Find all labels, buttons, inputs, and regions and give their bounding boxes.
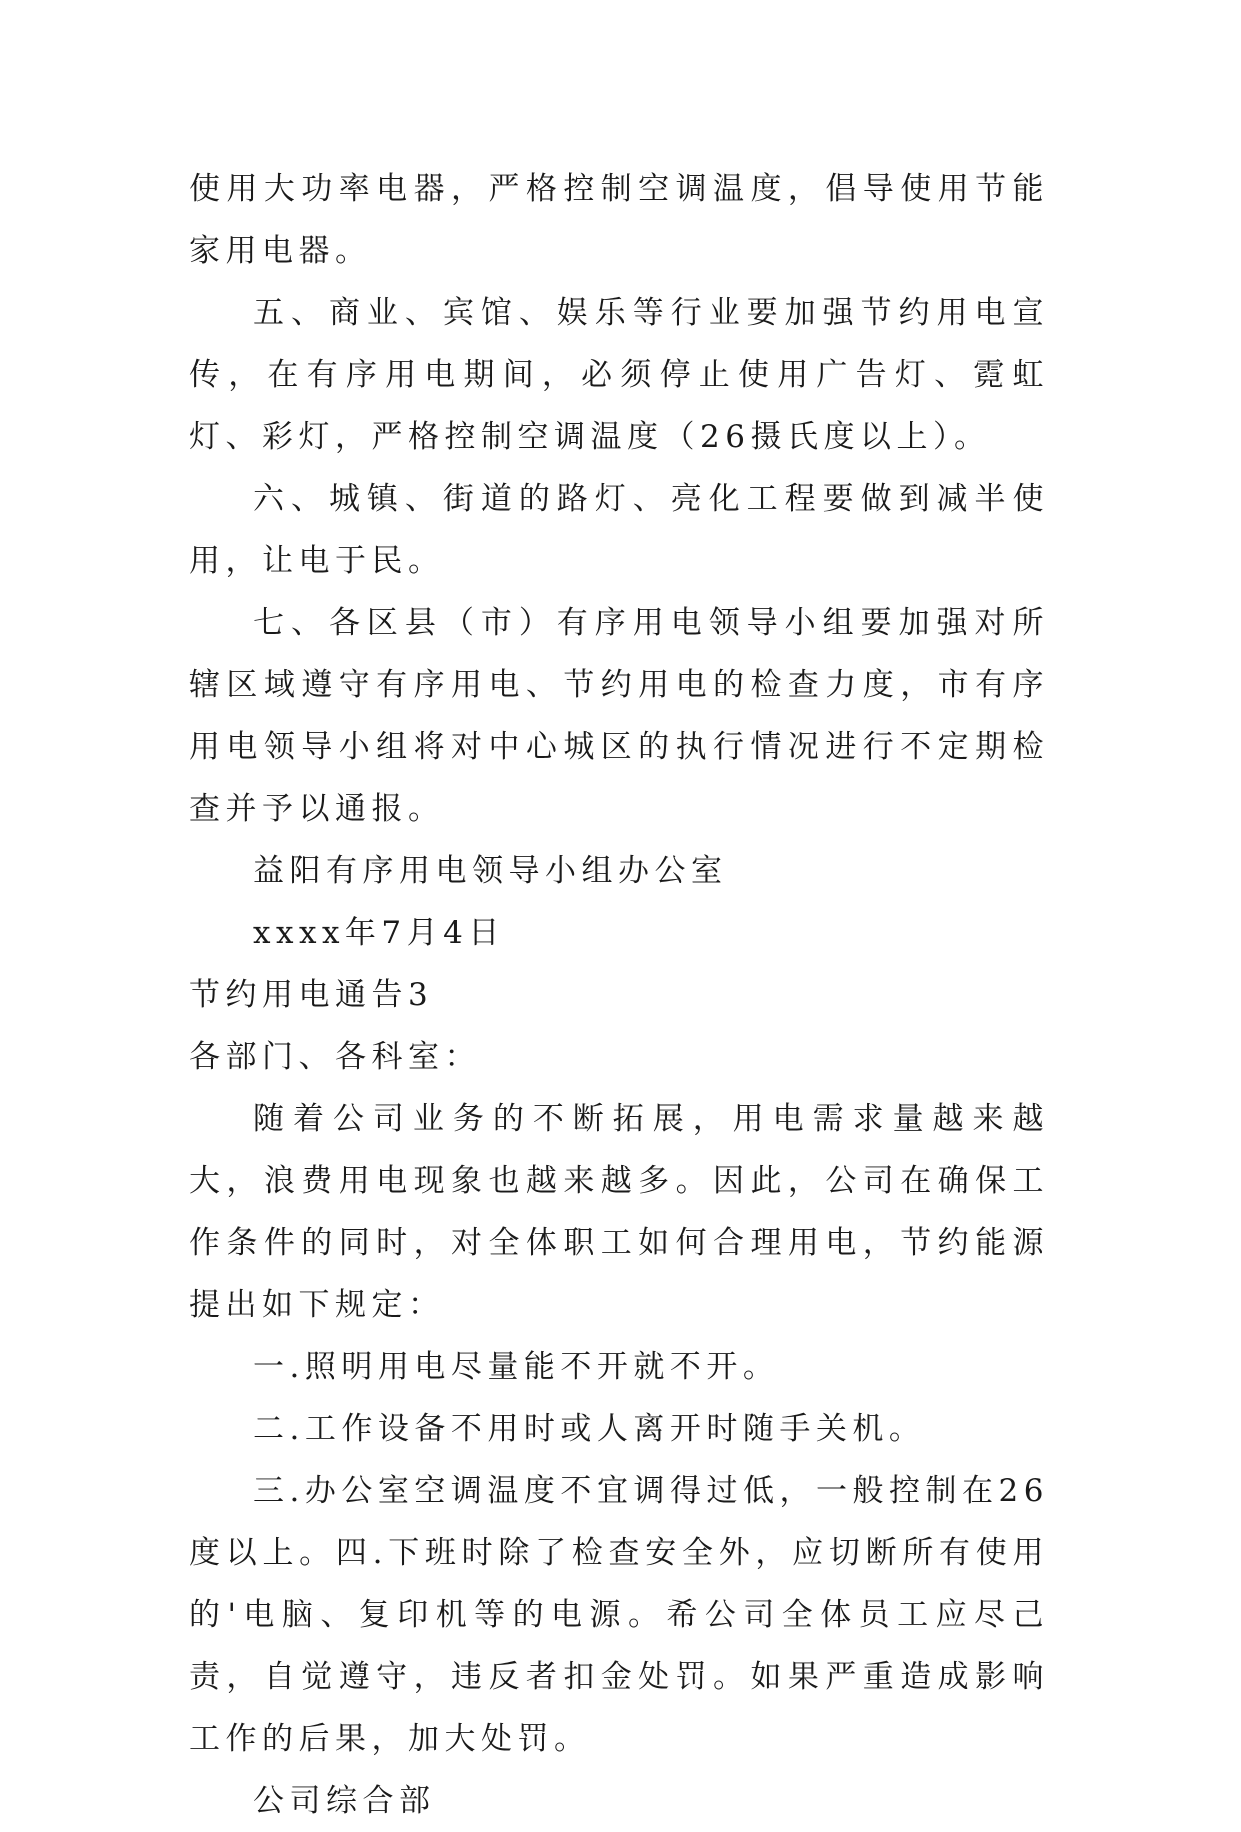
rule-1: 一.照明用电尽量能不开就不开。 — [253, 1349, 780, 1385]
document-body — [189, 158, 1049, 1832]
section-title: 节约用电通告3 — [189, 977, 434, 1013]
signature-department: 公司综合部 — [253, 1783, 436, 1819]
rule-2: 二.工作设备不用时或人离开时随手关机。 — [253, 1411, 926, 1447]
paragraph-continued-appliances: 使用大功率电器，严格控制空调温度，倡导使用节能家用电器。 — [189, 171, 1049, 269]
paragraph-item-6: 六、城镇、街道的路灯、亮化工程要做到减半使用，让电于民。 — [189, 481, 1049, 579]
paragraph-intro: 随着公司业务的不断拓展，用电需求量越来越大，浪费用电现象也越来越多。因此，公司在确保工作条件的同时，对全体职工如何合理用电，节约能源提出如下规定： — [189, 1101, 1049, 1323]
signature-office: 益阳有序用电领导小组办公室 — [253, 853, 728, 889]
rule-3-4: 三.办公室空调温度不宜调得过低，一般控制在26度以上。四.下班时除了检查安全外，应切断所有使用的'电脑、复印机等的电源。希公司全体员工应尽己责，自觉遵守，违反者扣金处罚。如果严重造成影响工作的后果，加大处罚。 — [189, 1473, 1049, 1757]
paragraph-item-7: 七、各区县（市）有序用电领导小组要加强对所辖区域遵守有序用电、节约用电的检查力度，市有序用电领导小组将对中心城区的执行情况进行不定期检查并予以通报。 — [189, 605, 1049, 827]
paragraph-item-5: 五、商业、宾馆、娱乐等行业要加强节约用电宣传，在有序用电期间，必须停止使用广告灯、霓虹灯、彩灯，严格控制空调温度（26摄氏度以上）。 — [189, 295, 1049, 455]
salutation: 各部门、各科室： — [189, 1039, 481, 1075]
signature-date: xxxx年7月4日 — [253, 915, 505, 951]
